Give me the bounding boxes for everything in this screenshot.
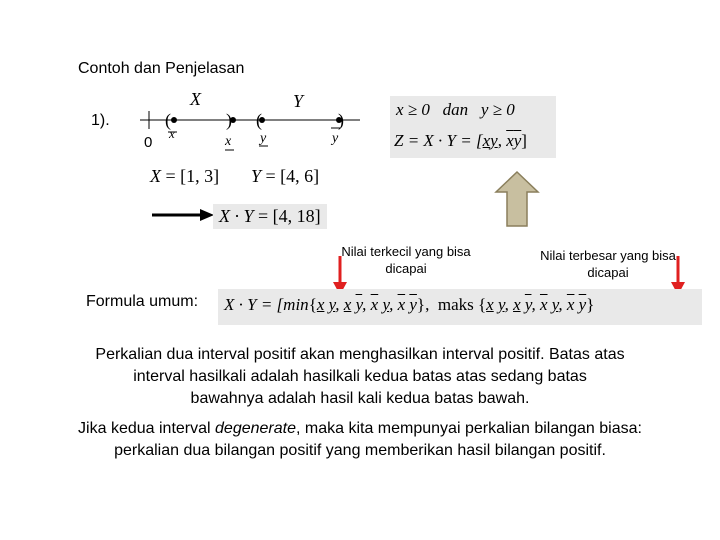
condition-box (390, 96, 556, 158)
x-upper-label: x (225, 134, 232, 149)
formula-label: Formula umum: (86, 293, 199, 310)
number-line-diagram (135, 88, 365, 153)
bracket-x-close: ) (226, 110, 232, 130)
up-arrow-icon (494, 170, 540, 228)
label-X: X (190, 89, 201, 109)
bracket-x-open: ( (165, 110, 171, 130)
product-formula-line: Z = X · Y = [xy, $\overline{x}\overline{y}$] (394, 131, 527, 150)
y-lower-label: y (260, 131, 267, 146)
y-upper-label: y (332, 131, 339, 146)
right-arrow-icon (152, 207, 214, 223)
x-lower-label: x (169, 126, 175, 141)
general-formula: X · Y = [min{x y, x $\overline{y}$, $\overline{x}$ y, $\overline{x}$ $\overline{y}$}, maks {x y, x $\overline{y}$, $\overline{x}$ y, $\overline{x}$ $\overline{y}$} (218, 289, 702, 325)
x-lower-point (171, 117, 177, 123)
condition-line: x ≥ 0 dan y ≥ 0 (396, 100, 515, 119)
label-Y: Y (293, 91, 304, 111)
paragraph-degenerate: Jika kedua interval degenerate, maka kita mempunyai perkalian bilangan biasa: perkalian dua bilangan positif yang memberikan hasil bilangan positif. (78, 420, 642, 459)
bracket-y-open: ( (256, 110, 262, 130)
bracket-y-close: ) (338, 110, 344, 130)
interval-Y: Y = [4, 6] (251, 166, 320, 186)
note-smallest: Nilai terkecil yang bisa dicapai (341, 244, 471, 276)
interval-X: X = [1, 3] (150, 166, 220, 186)
product-interval: X · Y = [4, 18] (213, 204, 327, 229)
note-largest: Nilai terbesar yang bisa dicapai (540, 248, 676, 280)
zero-label: 0 (144, 134, 153, 151)
page-title: Contoh dan Penjelasan (78, 60, 245, 77)
item-number: 1). (91, 112, 110, 129)
paragraph-positive-product: Perkalian dua interval positif akan menghasilkan interval positif. Batas atas interval hasilkali adalah hasilkali kedua batas atas sedang batas bawahnya adalah hasil kali kedua batas bawah. (95, 346, 625, 407)
